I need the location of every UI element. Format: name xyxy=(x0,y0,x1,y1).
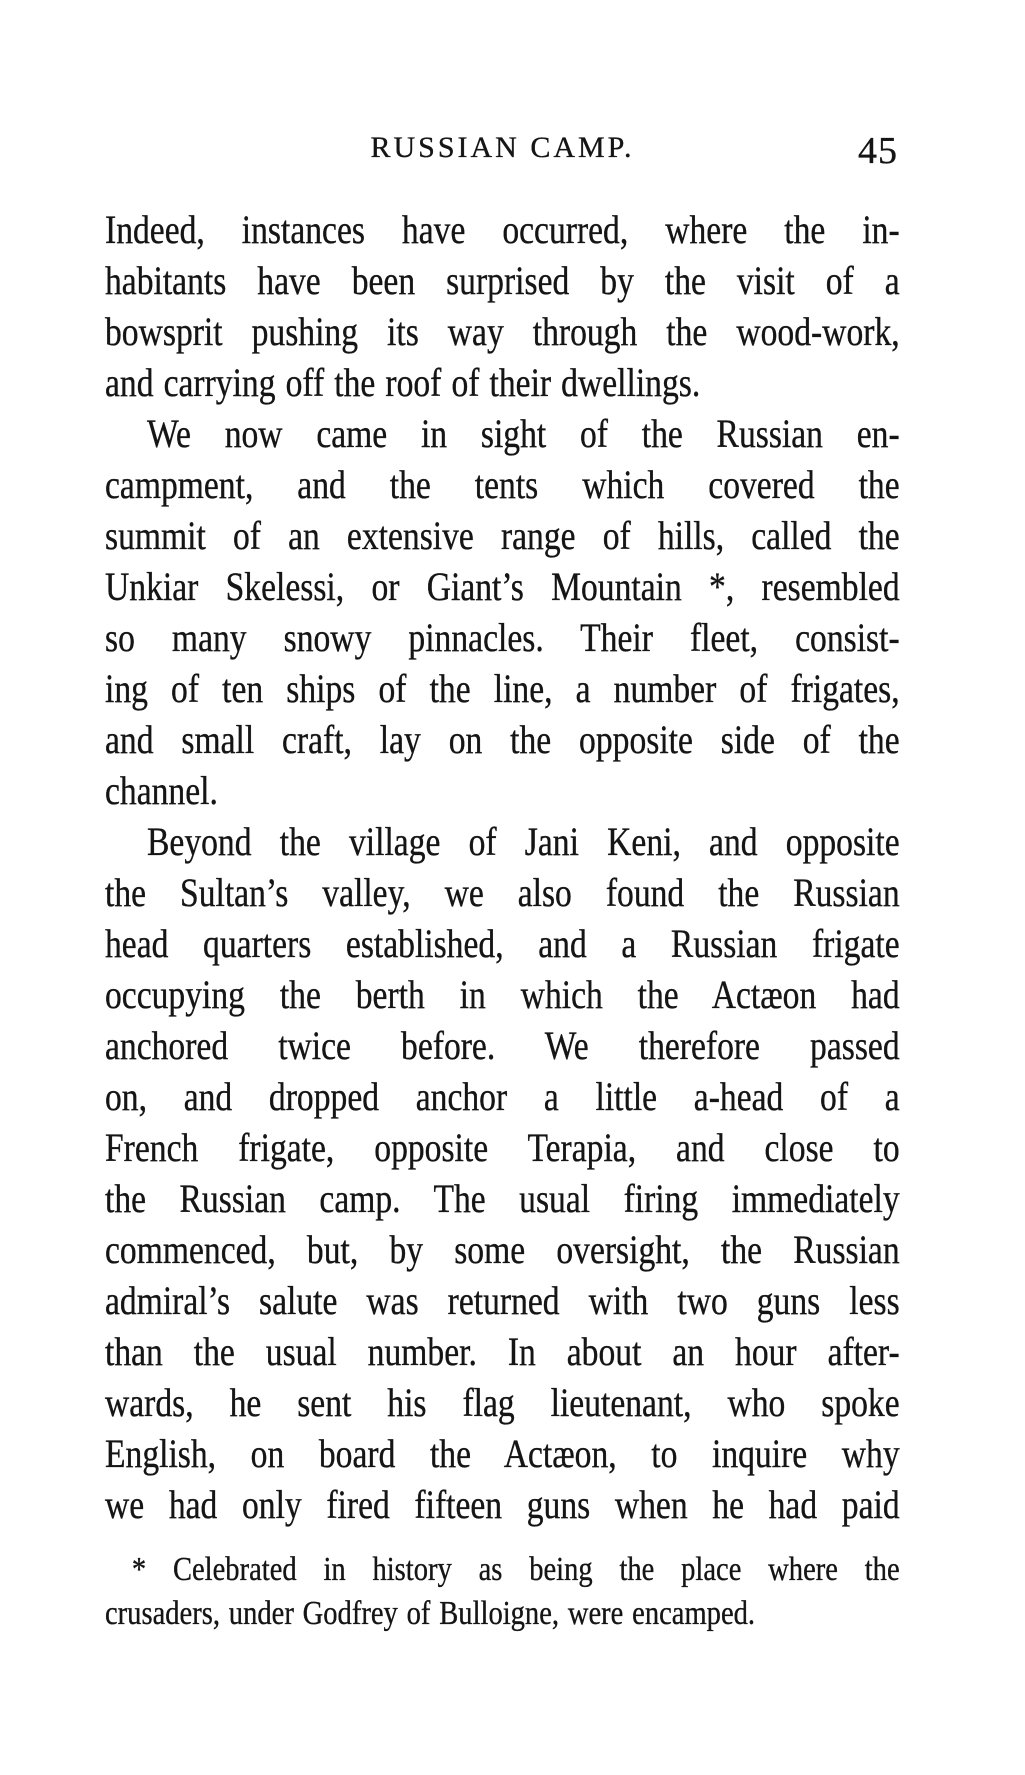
body-text-line: Unkiar Skelessi, or Giant’s Mountain *, resembled xyxy=(105,564,900,609)
body-text-line: than the usual number. In about an hour after- xyxy=(105,1329,900,1374)
body-text-line: on, and dropped anchor a little a-head of a xyxy=(105,1074,900,1119)
body-text-line: admiral’s salute was returned with two guns less xyxy=(105,1278,900,1323)
body-text-line: summit of an extensive range of hills, called the xyxy=(105,513,900,558)
body-text-line: Beyond the village of Jani Keni, and opposite xyxy=(147,819,900,864)
body-text-line: bowsprit pushing its way through the wood-work, xyxy=(105,309,900,354)
body-text-line: ing of ten ships of the line, a number of frigates, xyxy=(105,666,900,711)
body-text-line: habitants have been surprised by the visit of a xyxy=(105,258,900,303)
body-text-line: we had only fired fifteen guns when he had paid xyxy=(105,1482,900,1527)
body-text-line: commenced, but, by some oversight, the Russian xyxy=(105,1227,900,1272)
body-text-line: channel. xyxy=(105,768,218,813)
paragraph xyxy=(105,204,900,408)
body-text-line: occupying the berth in which the Actæon had xyxy=(105,972,900,1017)
body-text-line: French frigate, opposite Terapia, and close to xyxy=(105,1125,900,1170)
body-text-line: and small craft, lay on the opposite side of the xyxy=(105,717,900,762)
page-number: 45 xyxy=(858,130,898,172)
body-text-line: English, on board the Actæon, to inquire why xyxy=(105,1431,900,1476)
paragraph xyxy=(105,816,900,1530)
paragraph xyxy=(105,408,900,816)
body-text-line: the Russian camp. The usual firing immediately xyxy=(105,1176,900,1221)
body-text-line: the Sultan’s valley, we also found the Russian xyxy=(105,870,900,915)
body-text-line: Indeed, instances have occurred, where the in- xyxy=(105,207,900,252)
body-text-line: and carrying off the roof of their dwellings. xyxy=(105,360,701,405)
body-text-line: campment, and the tents which covered the xyxy=(105,462,900,507)
running-title: RUSSIAN CAMP. xyxy=(370,131,635,164)
body-text-line: head quarters established, and a Russian frigate xyxy=(105,921,900,966)
footnote-line: * Celebrated in history as being the place where the xyxy=(131,1551,900,1588)
footnote xyxy=(105,1548,900,1636)
body-text-line: anchored twice before. We therefore passed xyxy=(105,1023,900,1068)
body-text xyxy=(105,204,900,1530)
footnote-line: crusaders, under Godfrey of Bulloigne, were encamped. xyxy=(105,1595,756,1632)
body-text-line: We now came in sight of the Russian en- xyxy=(147,411,900,456)
body-text-line: wards, he sent his flag lieutenant, who spoke xyxy=(105,1380,900,1425)
body-text-line: so many snowy pinnacles. Their fleet, consist- xyxy=(105,615,900,660)
running-header xyxy=(105,128,900,174)
